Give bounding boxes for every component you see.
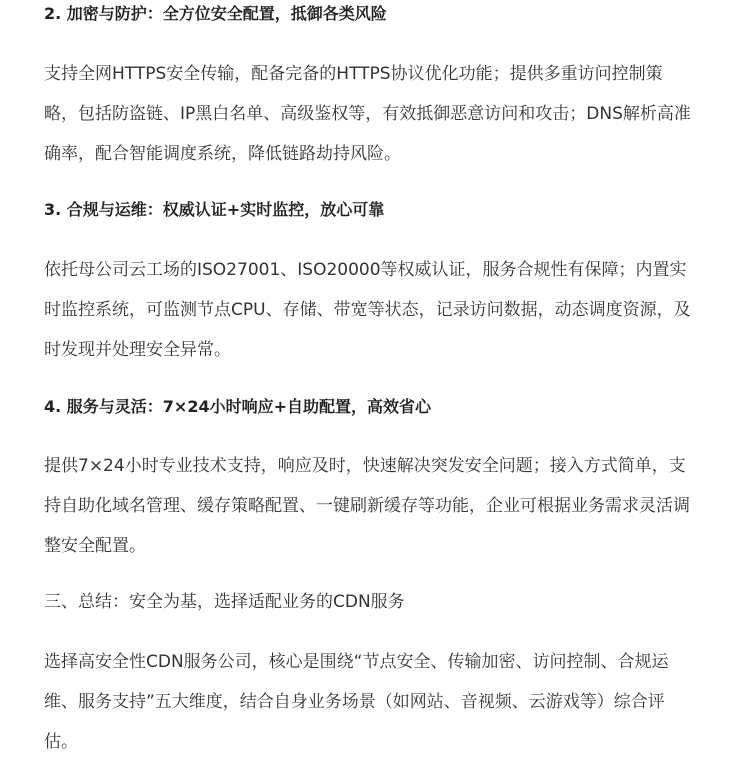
paragraph-service-flexibility: 提供7×24小时专业技术支持，响应及时，快速解决突发安全问题；接入方式简单，支持自助化域名管理、缓存策略配置、一键刷新缓存等功能，企业可根据业务需求灵活调整安全配置。 [44,456,690,556]
heading-service-flexibility: 4. 服务与灵活：7×24小时响应+自助配置，高效省心 [44,397,431,416]
section-title-summary: 三、总结：安全为基，选择适配业务的CDN服务 [44,592,405,612]
heading-compliance-operations: 3. 合规与运维：权威认证+实时监控，放心可靠 [44,200,385,219]
heading-encryption-protection: 2. 加密与防护：全方位安全配置，抵御各类风险 [44,4,387,23]
paragraph-compliance-operations: 依托母公司云工场的ISO27001、ISO20000等权威认证，服务合规性有保障；内置实时监控系统，可监测节点CPU、存储、带宽等状态，记录访问数据，动态调度资源，及时发现并处理安全异常。 [44,260,691,360]
paragraph-summary: 选择高安全性CDN服务公司，核心是围绕“节点安全、传输加密、访问控制、合规运维、服务支持”五大维度，结合自身业务场景（如网站、音视频、云游戏等）综合评估。 [44,652,669,752]
paragraph-encryption-protection: 支持全网HTTPS安全传输，配备完备的HTTPS协议优化功能；提供多重访问控制策略，包括防盗链、IP黑白名单、高级鉴权等，有效抵御恶意访问和攻击；DNS解析高准确率，配合智能调度系统，降低链路劫持风险。 [44,64,691,164]
